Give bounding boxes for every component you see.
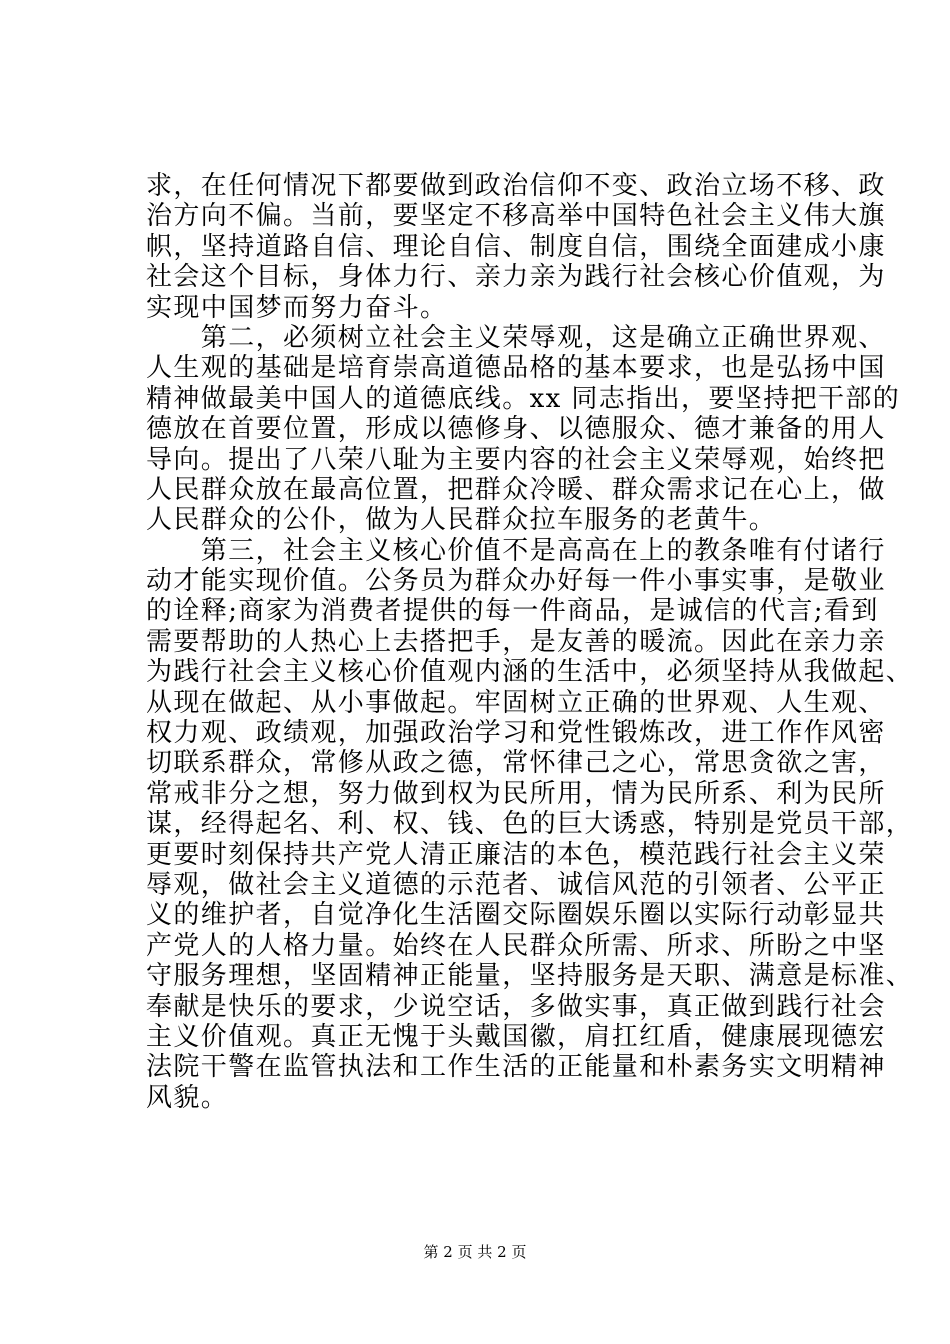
- text-line: 人生观的基础是培育崇高道德品格的基本要求，也是弘扬中国: [146, 353, 886, 384]
- text-line: 风貌。: [146, 1082, 229, 1113]
- text-line: 社会这个目标，身体力行、亲力亲为践行社会核心价值观，为: [146, 262, 886, 293]
- text-line: 奉献是快乐的要求，少说空话，多做实事，真正做到践行社会: [146, 991, 886, 1022]
- text-line: 谋，经得起名、利、权、钱、色的巨大诱惑，特别是党员干部，: [146, 809, 914, 840]
- text-line: 更要时刻保持共产党人清正廉洁的本色，模范践行社会主义荣: [146, 839, 886, 870]
- text-line: 权力观、政绩观，加强政治学习和党性锻炼改，进工作作风密: [146, 718, 886, 749]
- text-line: 治方向不偏。当前，要坚定不移高举中国特色社会主义伟大旗: [146, 201, 886, 232]
- text-line: 求，在任何情况下都要做到政治信仰不变、政治立场不移、政: [146, 171, 886, 201]
- text-line: 第二，必须树立社会主义荣辱观，这是确立正确世界观、: [146, 322, 886, 353]
- text-line: 切联系群众，常修从政之德，常怀律己之心，常思贪欲之害，: [146, 748, 886, 779]
- text-line: 实现中国梦而努力奋斗。: [146, 292, 448, 323]
- text-line: 从现在做起、从小事做起。牢固树立正确的世界观、人生观、: [146, 687, 886, 718]
- text-line: 导向。提出了八荣八耻为主要内容的社会主义荣辱观，始终把: [146, 444, 886, 475]
- text-line: 德放在首要位置，形成以德修身、以德服众、德才兼备的用人: [146, 414, 886, 445]
- text-line: 法院干警在监管执法和工作生活的正能量和朴素务实文明精神: [146, 1052, 886, 1083]
- text-line: 产党人的人格力量。始终在人民群众所需、所求、所盼之中坚: [146, 930, 886, 961]
- text-line: 精神做最美中国人的道德底线。xx 同志指出，要坚持把干部的: [146, 383, 901, 414]
- page-footer: 第 2 页 共 2 页: [423, 1243, 527, 1261]
- text-line: 守服务理想，坚固精神正能量，坚持服务是天职、满意是标准、: [146, 961, 914, 992]
- text-line: 常戒非分之想，努力做到权为民所用，情为民所系、利为民所: [146, 778, 886, 809]
- text-line: 人民群众的公仆，做为人民群众拉车服务的老黄牛。: [146, 505, 777, 536]
- text-line: 动才能实现价值。公务员为群众办好每一件小事实事，是敬业: [146, 566, 886, 597]
- text-line: 需要帮助的人热心上去搭把手，是友善的暖流。因此在亲力亲: [146, 626, 886, 657]
- text-line: 辱观，做社会主义道德的示范者、诚信风范的引领者、公平正: [146, 869, 886, 900]
- document-body: [146, 171, 914, 1113]
- text-line: 帜，坚持道路自信、理论自信、制度自信，围绕全面建成小康: [146, 231, 886, 262]
- text-line: 人民群众放在最高位置，把群众冷暖、群众需求记在心上，做: [146, 474, 886, 505]
- text-line: 第三，社会主义核心价值不是高高在上的教条唯有付诸行: [146, 535, 886, 566]
- text-line: 主义价值观。真正无愧于头戴国徽，肩扛红盾，健康展现德宏: [146, 1021, 886, 1052]
- text-line: 为践行社会主义核心价值观内涵的生活中，必须坚持从我做起、: [146, 657, 914, 688]
- text-line: 义的维护者，自觉净化生活圈交际圈娱乐圈以实际行动彰显共: [146, 900, 886, 931]
- text-line: 的诠释;商家为消费者提供的每一件商品，是诚信的代言;看到: [146, 596, 879, 627]
